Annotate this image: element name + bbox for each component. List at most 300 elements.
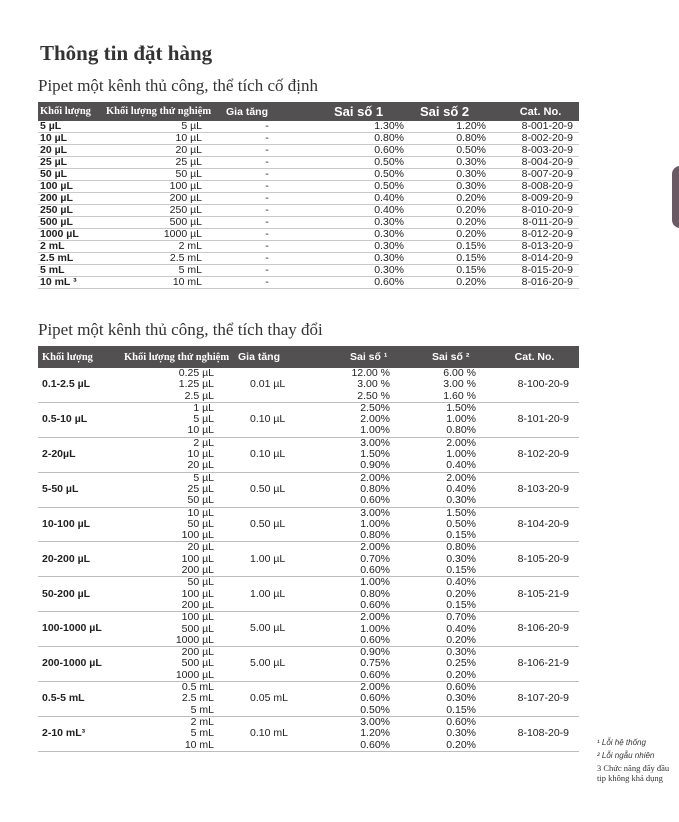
table-row [38,647,579,682]
increment-cell: 5.00 µL [236,647,316,682]
increment-cell: 0.10 µL [236,437,316,472]
error-2-cell: 0.30% [420,181,502,193]
e2-value: 0.30% [446,692,476,705]
test-volume-cell: 100 µL [106,181,222,193]
test-value: 10 µL [187,448,214,461]
section1-subtitle: Pipet một kênh thủ công, thể tích cố định [38,76,318,95]
e1-value: 1.20% [360,727,390,740]
increment-cell: 0.10 mL [236,716,316,751]
volume-cell: 2-20µL [38,437,124,472]
volume-cell: 50-200 µL [38,577,124,612]
error-1-cell: 0.30% [312,253,420,265]
test-value: 2.5 µL [184,389,214,402]
error-1-cell: 0.30% [312,265,420,277]
error-2-cell [398,542,490,577]
error-1-cell: 0.40% [312,205,420,217]
volume-cell: 200 µL [38,193,106,205]
volume-cell: 250 µL [38,205,106,217]
e1-value: 0.60% [360,668,390,681]
e1-value: 0.60% [360,598,390,611]
e1-value: 2.00% [360,413,390,426]
e1-value: 1.00% [360,517,390,530]
e1-value: 0.60% [360,564,390,577]
error-1-cell [316,716,398,751]
cat-no-cell: 8-008-20-9 [502,181,579,193]
e2-value: 0.50% [446,517,476,530]
e1-value: 0.90% [360,646,390,659]
error-1-cell [316,612,398,647]
footnote-1: ¹ Lỗi hệ thống [597,738,646,747]
test-volume-cell [124,577,236,612]
error-1-cell [316,647,398,682]
e1-value: 2.50% [360,401,390,414]
test-value: 1000 µL [175,668,214,681]
e1-value: 0.80% [360,587,390,600]
test-volume-cell [124,368,236,402]
cat-no-cell: 8-010-20-9 [502,205,579,217]
error-2-cell [398,507,490,542]
e2-value: 0.20% [446,587,476,600]
cat-no-cell: 8-108-20-9 [490,716,579,751]
cat-no-cell: 8-011-20-9 [502,217,579,229]
cat-no-cell: 8-100-20-9 [490,368,579,402]
volume-cell: 1000 µL [38,229,106,241]
e2-value: 0.15% [446,564,476,577]
test-volume-cell: 10 µL [106,133,222,145]
test-value: 5 mL [190,727,214,740]
e1-value: 0.80% [360,482,390,495]
test-value: 2 µL [193,436,214,449]
e2-value: 1.50% [446,401,476,414]
e2-value: 0.25% [446,657,476,670]
increment-cell: - [222,205,312,217]
test-volume-cell: 500 µL [106,217,222,229]
cat-no-cell: 8-105-21-9 [490,577,579,612]
error-2-cell [398,472,490,507]
header-volume: Khối lượng [38,102,106,121]
increment-cell: - [222,253,312,265]
e1-value: 0.60% [360,494,390,507]
increment-cell: - [222,217,312,229]
e2-value: 0.20% [446,633,476,646]
e2-value: 1.00% [446,413,476,426]
test-volume-cell: 5 µL [106,121,222,133]
e2-value: 0.20% [446,738,476,751]
table-row [38,265,579,277]
test-value: 100 µL [181,529,214,542]
e1-value: 0.75% [360,657,390,670]
table-row [38,368,579,402]
increment-cell: - [222,181,312,193]
cat-no-cell: 8-009-20-9 [502,193,579,205]
test-volume-cell [124,647,236,682]
test-value: 1 µL [193,401,214,414]
cat-no-cell: 8-016-20-9 [502,277,579,289]
error-2-cell [398,682,490,717]
error-2-cell: 0.30% [420,169,502,181]
test-value: 2.5 mL [181,692,214,705]
e2-value: 0.80% [446,424,476,437]
test-volume-cell [124,612,236,647]
table-row [38,402,579,437]
cat-no-cell: 8-004-20-9 [502,157,579,169]
error-2-cell: 0.30% [420,157,502,169]
increment-cell: - [222,169,312,181]
e2-value: 0.80% [446,541,476,554]
volume-cell: 25 µL [38,157,106,169]
test-volume-cell [124,507,236,542]
increment-cell: - [222,193,312,205]
e2-value: 0.40% [446,622,476,635]
e2-value: 0.20% [446,668,476,681]
table-row [38,205,579,217]
e1-value: 2.00% [360,471,390,484]
test-value: 25 µL [187,482,214,495]
cat-no-cell: 8-003-20-9 [502,145,579,157]
variable-volume-rows [38,368,579,751]
e1-value: 0.90% [360,459,390,472]
error-2-cell: 0.80% [420,133,502,145]
increment-cell: 0.50 µL [236,507,316,542]
table-row [38,507,579,542]
e1-value: 1.00% [360,424,390,437]
increment-cell: 0.50 µL [236,472,316,507]
table-row [38,217,579,229]
volume-cell: 5 mL [38,265,106,277]
e2-value: 3.00 % [443,378,476,391]
fixed-volume-table [38,102,579,289]
test-value: 5 µL [193,471,214,484]
e2-value: 0.15% [446,598,476,611]
header-test-volume: Khối lượng thử nghiệm [124,346,236,368]
e1-value: 2.00% [360,541,390,554]
e1-value: 0.60% [360,692,390,705]
table-row [38,145,579,157]
error-1-cell: 0.60% [312,145,420,157]
volume-cell: 0.5-10 µL [38,402,124,437]
e1-value: 3.00% [360,715,390,728]
e2-value: 0.30% [446,552,476,565]
table-header-row [38,102,579,121]
table-row [38,157,579,169]
volume-cell: 100 µL [38,181,106,193]
e1-value: 1.00% [360,622,390,635]
test-value: 1.25 µL [178,378,214,391]
test-value: 5 mL [190,703,214,716]
cat-no-cell: 8-107-20-9 [490,682,579,717]
e2-value: 1.60 % [443,389,476,402]
increment-cell: - [222,121,312,133]
table-row [38,716,579,751]
e1-value: 2.50 % [357,389,390,402]
test-volume-cell [124,542,236,577]
footnote-2: ² Lỗi ngẫu nhiên [597,751,655,760]
cat-no-cell: 8-002-20-9 [502,133,579,145]
test-value: 5 µL [193,413,214,426]
error-1-cell: 0.30% [312,217,420,229]
error-2-cell: 0.20% [420,205,502,217]
test-volume-cell: 2.5 mL [106,253,222,265]
header-volume: Khối lượng [38,346,124,368]
test-value: 2 mL [190,715,214,728]
test-volume-cell [124,716,236,751]
increment-cell: 0.01 µL [236,368,316,402]
e1-value: 0.80% [360,529,390,542]
variable-volume-table [38,346,579,752]
test-value: 50 µL [187,576,214,589]
error-1-cell: 0.50% [312,157,420,169]
test-volume-cell: 2 mL [106,241,222,253]
volume-cell: 100-1000 µL [38,612,124,647]
increment-cell: - [222,145,312,157]
e2-value: 2.00% [446,471,476,484]
cat-no-cell: 8-105-20-9 [490,542,579,577]
e1-value: 1.50% [360,448,390,461]
table-row [38,229,579,241]
e2-value: 0.70% [446,611,476,624]
e2-value: 0.60% [446,681,476,694]
error-1-cell: 0.30% [312,229,420,241]
table-row [38,169,579,181]
test-value: 1000 µL [175,633,214,646]
volume-cell: 2.5 mL [38,253,106,265]
table-row [38,133,579,145]
table-row [38,472,579,507]
cat-no-cell: 8-103-20-9 [490,472,579,507]
header-test-volume: Khối lượng thử nghiệm [106,102,222,121]
error-1-cell [316,507,398,542]
error-2-cell: 0.20% [420,277,502,289]
test-volume-cell: 5 mL [106,265,222,277]
error-2-cell [398,402,490,437]
header-increment: Gia tăng [236,346,316,368]
e2-value: 0.30% [446,494,476,507]
error-2-cell: 0.20% [420,229,502,241]
error-1-cell [316,577,398,612]
increment-cell: - [222,265,312,277]
e2-value: 1.50% [446,506,476,519]
increment-cell: 0.05 mL [236,682,316,717]
test-value: 0.5 mL [181,681,214,694]
cat-no-cell: 8-106-20-9 [490,612,579,647]
header-error-1: Sai số ¹ [316,346,398,368]
error-1-cell [316,368,398,402]
test-value: 50 µL [187,494,214,507]
table-row [38,437,579,472]
volume-cell: 0.5-5 mL [38,682,124,717]
e1-value: 2.00% [360,611,390,624]
e2-value: 6.00 % [443,367,476,379]
volume-cell: 5-50 µL [38,472,124,507]
error-2-cell [398,612,490,647]
test-value: 200 µL [181,598,214,611]
error-1-cell [316,402,398,437]
error-2-cell [398,647,490,682]
cat-no-cell: 8-102-20-9 [490,437,579,472]
test-volume-cell: 10 mL [106,277,222,289]
test-volume-cell: 200 µL [106,193,222,205]
e2-value: 0.40% [446,459,476,472]
header-error-1: Sai số 1 [312,102,420,121]
test-volume-cell: 250 µL [106,205,222,217]
cat-no-cell: 8-104-20-9 [490,507,579,542]
table-row [38,253,579,265]
e2-value: 0.40% [446,482,476,495]
test-value: 100 µL [181,552,214,565]
header-increment: Gia tăng [222,102,312,121]
fixed-volume-rows [38,121,579,289]
error-1-cell: 0.80% [312,133,420,145]
test-value: 20 µL [187,541,214,554]
table-row [38,181,579,193]
table-row [38,612,579,647]
table-row [38,577,579,612]
volume-cell: 0.1-2.5 µL [38,368,124,402]
header-cat-no: Cat. No. [502,102,579,121]
error-1-cell [316,682,398,717]
test-volume-cell: 20 µL [106,145,222,157]
volume-cell: 10 µL [38,133,106,145]
error-2-cell: 0.50% [420,145,502,157]
volume-cell: 50 µL [38,169,106,181]
cat-no-cell: 8-015-20-9 [502,265,579,277]
error-2-cell: 0.15% [420,241,502,253]
cat-no-cell: 8-014-20-9 [502,253,579,265]
cat-no-cell: 8-106-21-9 [490,647,579,682]
test-value: 10 µL [187,424,214,437]
e2-value: 0.15% [446,529,476,542]
e2-value: 0.15% [446,703,476,716]
test-value: 0.25 µL [178,367,214,379]
e2-value: 0.30% [446,727,476,740]
test-volume-cell [124,402,236,437]
error-2-cell [398,368,490,402]
table-row [38,121,579,133]
error-2-cell: 0.20% [420,193,502,205]
error-1-cell: 1.30% [312,121,420,133]
error-1-cell: 0.50% [312,181,420,193]
error-1-cell: 0.40% [312,193,420,205]
increment-cell: - [222,229,312,241]
volume-cell: 2 mL [38,241,106,253]
section2-subtitle: Pipet một kênh thủ công, thể tích thay đổi [38,320,323,339]
test-value: 500 µL [181,622,214,635]
test-value: 100 µL [181,587,214,600]
error-2-cell [398,577,490,612]
cat-no-cell: 8-012-20-9 [502,229,579,241]
e2-value: 2.00% [446,436,476,449]
test-value: 200 µL [181,646,214,659]
error-1-cell: 0.50% [312,169,420,181]
e2-value: 1.00% [446,448,476,461]
increment-cell: 5.00 µL [236,612,316,647]
test-volume-cell: 50 µL [106,169,222,181]
error-1-cell [316,472,398,507]
test-value: 100 µL [181,611,214,624]
increment-cell: 1.00 µL [236,542,316,577]
volume-cell: 20 µL [38,145,106,157]
increment-cell: - [222,241,312,253]
volume-cell: 20-200 µL [38,542,124,577]
increment-cell: 0.10 µL [236,402,316,437]
cat-no-cell: 8-001-20-9 [502,121,579,133]
test-value: 500 µL [181,657,214,670]
error-2-cell [398,437,490,472]
table-row [38,682,579,717]
volume-cell: 5 µL [38,121,106,133]
test-value: 10 mL [184,738,214,751]
table-row [38,241,579,253]
e2-value: 0.60% [446,715,476,728]
test-volume-cell [124,437,236,472]
table-header-row [38,346,579,368]
increment-cell: - [222,133,312,145]
volume-cell: 2-10 mL³ [38,716,124,751]
e1-value: 12.00 % [351,367,390,379]
footnotes [597,738,675,783]
page-tab-marker [672,166,679,228]
cat-no-cell: 8-007-20-9 [502,169,579,181]
error-1-cell: 0.30% [312,241,420,253]
increment-cell: - [222,157,312,169]
e2-value: 0.30% [446,646,476,659]
e1-value: 1.00% [360,576,390,589]
e1-value: 0.50% [360,703,390,716]
test-value: 50 µL [187,517,214,530]
e1-value: 0.60% [360,738,390,751]
volume-cell: 10 mL ³ [38,277,106,289]
error-1-cell: 0.60% [312,277,420,289]
page-title: Thông tin đặt hàng [40,41,213,65]
e1-value: 3.00% [360,506,390,519]
volume-cell: 10-100 µL [38,507,124,542]
table-row [38,277,579,289]
test-volume-cell [124,472,236,507]
error-2-cell [398,716,490,751]
e1-value: 0.70% [360,552,390,565]
header-error-2: Sai số ² [398,346,490,368]
test-value: 200 µL [181,564,214,577]
cat-no-cell: 8-013-20-9 [502,241,579,253]
increment-cell: - [222,277,312,289]
error-2-cell: 1.20% [420,121,502,133]
e1-value: 0.60% [360,633,390,646]
table-row [38,193,579,205]
error-2-cell: 0.15% [420,265,502,277]
test-volume-cell: 1000 µL [106,229,222,241]
test-volume-cell [124,682,236,717]
error-1-cell [316,542,398,577]
e2-value: 0.40% [446,576,476,589]
volume-cell: 500 µL [38,217,106,229]
e1-value: 2.00% [360,681,390,694]
e1-value: 3.00 % [357,378,390,391]
volume-cell: 200-1000 µL [38,647,124,682]
error-2-cell: 0.15% [420,253,502,265]
test-value: 20 µL [187,459,214,472]
table-row [38,542,579,577]
footnote-3: 3 Chức năng đẩy đầu tip không khả dụng [597,763,670,783]
test-volume-cell: 25 µL [106,157,222,169]
test-value: 10 µL [187,506,214,519]
header-cat-no: Cat. No. [490,346,579,368]
error-2-cell: 0.20% [420,217,502,229]
e1-value: 3.00% [360,436,390,449]
error-1-cell [316,437,398,472]
cat-no-cell: 8-101-20-9 [490,402,579,437]
increment-cell: 1.00 µL [236,577,316,612]
header-error-2: Sai số 2 [420,102,502,121]
